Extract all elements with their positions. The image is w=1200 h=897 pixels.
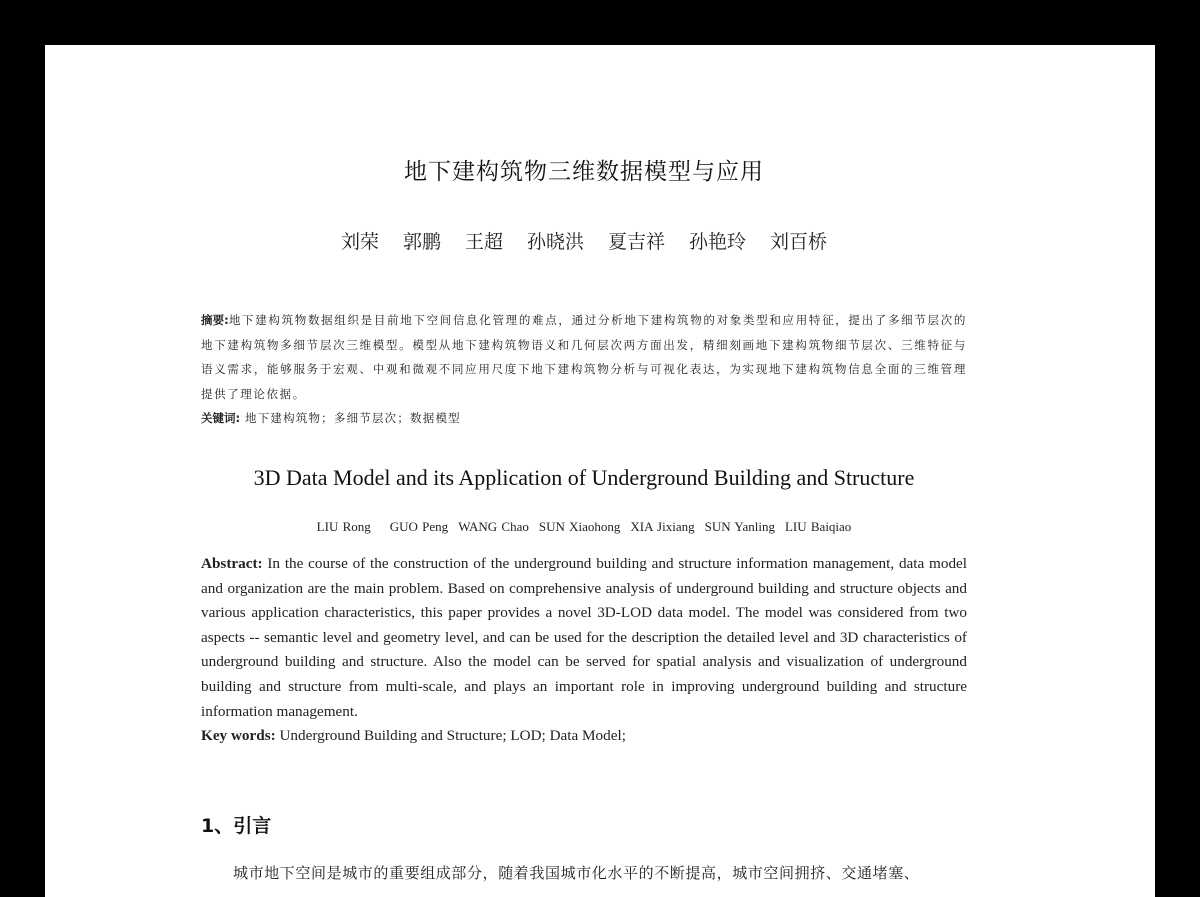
english-keywords-label: Key words:: [201, 727, 276, 744]
english-author: XIA Jixiang: [630, 519, 695, 534]
english-abstract-text: In the course of the construction of the underground building and structure information management, data model and organization are the main problem. Based on comprehensive analysis of underground building and structure objects and various application characteristics, this paper provides a novel 3D-LOD data model. The model was considered from two aspects -- semantic level and geometry level, and can be used for the description the detailed level and 3D characteristics of underground building and structure. Also the model can be served for spatial analysis and visualization of underground building and structure from multi-scale, and plays an important role in improving underground building and structure information management.: [201, 555, 967, 720]
chinese-abstract-label: 摘要:: [201, 313, 229, 327]
english-abstract: [201, 552, 967, 724]
english-author: WANG Chao: [458, 519, 529, 534]
chinese-author-list: [201, 227, 967, 254]
english-author: SUN Yanling: [704, 519, 775, 534]
english-author: GUO Peng: [389, 519, 449, 534]
chinese-author: 孙艳玲: [689, 231, 747, 253]
chinese-title: 地下建构筑物三维数据模型与应用: [404, 159, 764, 185]
chinese-abstract: [201, 308, 967, 406]
english-author-list: [201, 519, 967, 535]
chinese-keywords-text: 地下建构筑物；多细节层次；数据模型: [244, 411, 461, 425]
chinese-abstract-text: 地下建构筑物数据组织是目前地下空间信息化管理的难点，通过分析地下建构筑物的对象类型和应用特征，提出了多细节层次的地下建构筑物多细节层次三维模型。模型从地下建构筑物语义和几何层次两方面出发，精细刻画地下建构筑物细节层次、三维特征与语义需求，能够服务于宏观、中观和微观不同应用尺度下地下建构筑物分析与可视化表达，为实现地下建构筑物信息全面的三维管理提供了理论依据。: [201, 313, 967, 401]
chinese-author: 夏吉祥: [608, 231, 666, 253]
chinese-author: 郭鹏: [402, 231, 441, 253]
english-abstract-label: Abstract:: [201, 555, 263, 572]
english-keywords-text: Underground Building and Structure; LOD; Data Model;: [275, 727, 626, 744]
chinese-author: 王超: [464, 231, 503, 253]
section-heading-introduction: 1、引言: [201, 815, 272, 837]
chinese-author: 刘百桥: [770, 231, 828, 253]
chinese-keywords-label: 关键词:: [201, 411, 241, 425]
english-author: LIU Rong: [316, 519, 371, 534]
chinese-author: 孙晓洪: [526, 231, 584, 253]
chinese-author: 刘荣: [340, 231, 379, 253]
english-keywords: [201, 724, 967, 749]
document-page: [45, 45, 1155, 897]
english-author: LIU Baiqiao: [784, 519, 852, 534]
english-author: SUN Xiaohong: [538, 519, 621, 534]
chinese-keywords: [201, 406, 967, 430]
english-title: 3D Data Model and its Application of Underground Building and Structure: [253, 465, 915, 490]
introduction-paragraph: 城市地下空间是城市的重要组成部分，随着我国城市化水平的不断提高，城市空间拥挤、交通堵塞、: [233, 864, 920, 882]
